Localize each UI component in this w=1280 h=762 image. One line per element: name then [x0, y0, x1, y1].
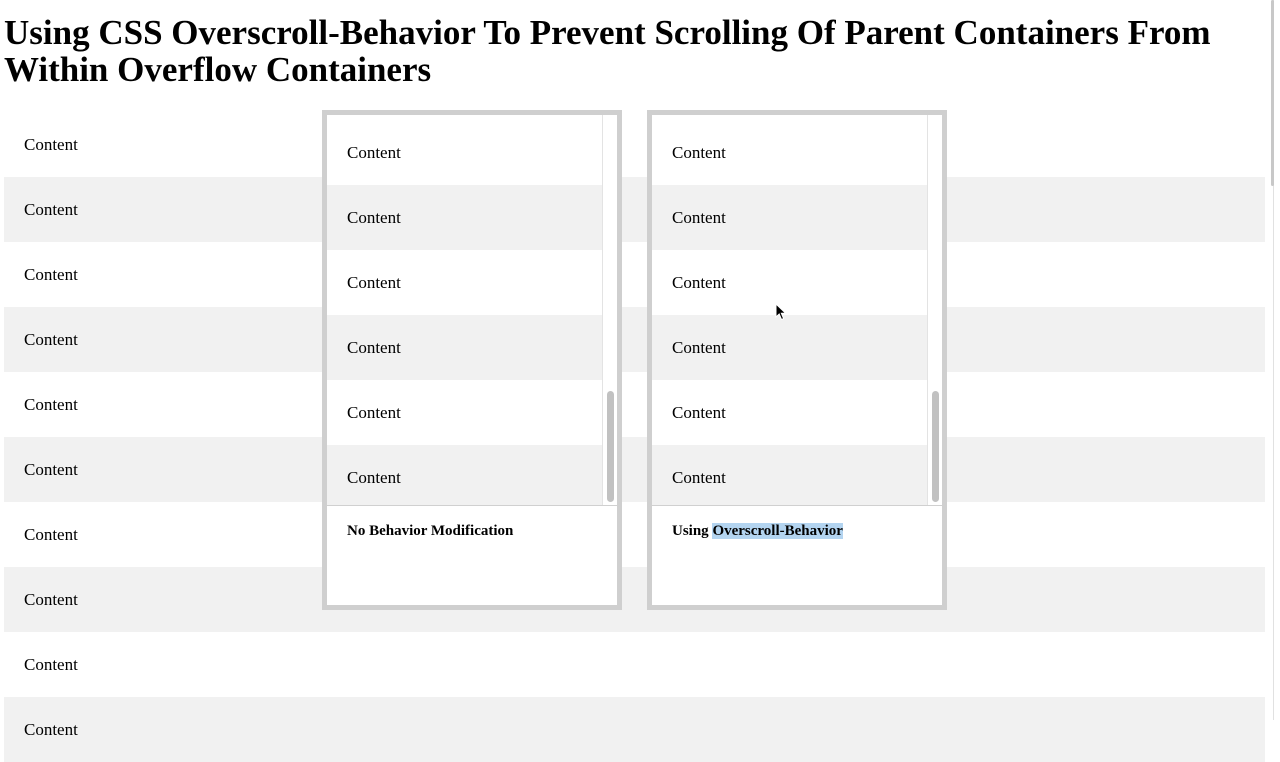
- caption-prefix: Using: [672, 523, 709, 539]
- list-item: Content: [24, 264, 78, 284]
- list-item: Content: [24, 394, 78, 414]
- mouse-cursor-icon: [775, 303, 787, 321]
- scrollbar[interactable]: [602, 115, 617, 505]
- list-item: Content: [24, 654, 78, 674]
- panel-caption: [672, 523, 843, 540]
- page-scrollbar-thumb[interactable]: [1271, 0, 1274, 186]
- selected-text: Overscroll-Behavior: [712, 523, 843, 539]
- background-list[interactable]: [4, 112, 1265, 762]
- list-item: Content: [652, 445, 942, 506]
- panel-no-behavior: [322, 110, 622, 610]
- overflow-container[interactable]: [327, 115, 617, 506]
- list-item: Content: [4, 177, 1265, 242]
- list-item: Content: [327, 185, 617, 250]
- scrollbar-thumb[interactable]: [932, 391, 939, 502]
- scrollbar[interactable]: [927, 115, 942, 505]
- list-item: Content: [347, 272, 401, 292]
- list-item: Content: [652, 185, 942, 250]
- list-item: Content: [24, 524, 78, 544]
- list-item: Content: [4, 307, 1265, 372]
- panel-caption: No Behavior Modification: [347, 523, 514, 539]
- list-item: Content: [24, 134, 78, 154]
- list-item: Content: [672, 142, 726, 162]
- list-item: Content: [652, 315, 942, 380]
- list-item: Content: [327, 445, 617, 506]
- list-item: Content: [347, 402, 401, 422]
- page-scrollbar[interactable]: [1273, 0, 1274, 720]
- list-item: Content: [4, 567, 1265, 632]
- list-item: Content: [327, 315, 617, 380]
- list-item: Content: [672, 272, 726, 292]
- page-title: Using CSS Overscroll-Behavior To Prevent Scrolling Of Parent Containers From Within Overflow Containers: [4, 13, 1211, 89]
- list-item: Content: [4, 697, 1265, 762]
- list-item: Content: [672, 402, 726, 422]
- overflow-container[interactable]: [652, 115, 942, 506]
- list-item: Content: [347, 142, 401, 162]
- list-item: Content: [4, 437, 1265, 502]
- panel-overscroll-behavior: [647, 110, 947, 610]
- scrollbar-thumb[interactable]: [607, 391, 614, 502]
